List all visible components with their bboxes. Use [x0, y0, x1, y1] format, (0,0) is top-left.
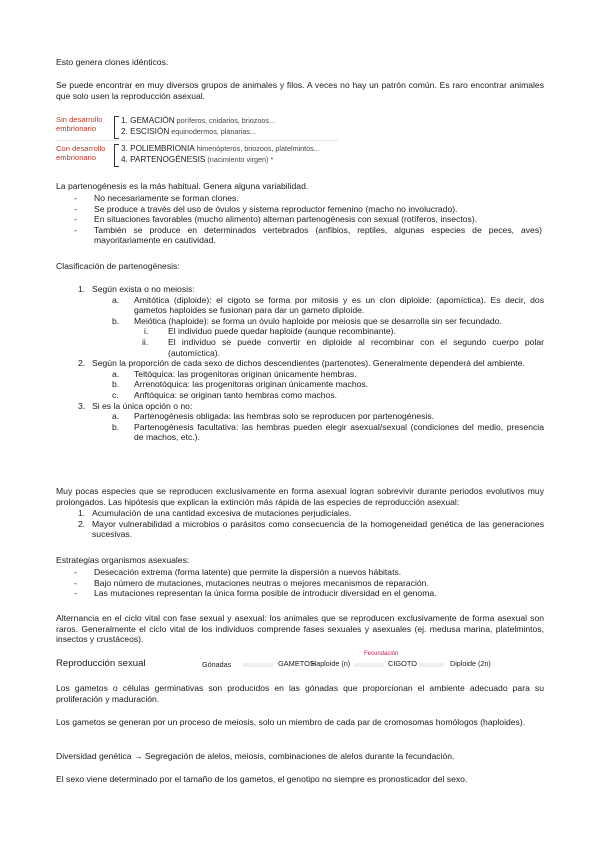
strategies-list: [74, 567, 542, 599]
list-item: c. Anftóquica: se originan tanto hembras como machos.: [112, 389, 338, 400]
fecundacion-label: Fecundación: [364, 651, 399, 657]
closing-paragraph-3: Diversidad genética → Segregación de alelos, meiosis, combinaciones de alelos durante la fecundación.: [56, 751, 455, 761]
list-item: b. Arrenotóquica: las progenitoras originan únicamente machos.: [112, 379, 369, 390]
survival-text: Muy pocas especies que se reproducen exclusivamente en forma asexual logran sobrevivir durante periodos evolutivos muy prolongados. Las hipótesis que explican la extinción más rápida de las especies de reproducción asexual:: [56, 486, 544, 507]
arrow-1: [243, 663, 273, 667]
gonadas-label: Gónadas: [202, 660, 232, 669]
arrow-3: [418, 663, 444, 667]
list-item: a. Amitótica (diploide): el cigoto se forma por mitosis y es un clon diploide: (apomíctica). Es decir, dos gametos haploides se fusionan para dar un gameto diploide.: [112, 294, 544, 316]
classification-heading: Clasificación de partenogénesis:: [56, 261, 180, 271]
closing-paragraph-4: El sexo viene determinado por el tamaño de los gametos, el genotipo no siempre es pronosticador del sexo.: [56, 774, 468, 784]
haploide-label: Haploide (n): [311, 659, 351, 668]
with-embryo-label: Con desarrollo embrionario: [56, 144, 106, 162]
cigoto-label: CIGOTO: [388, 659, 418, 668]
list-item: - En situaciones favorables (mucho alimento) alternan partenogénesis con sexual (rotíferos, insectos).: [74, 214, 478, 225]
list-item: - Desecación extrema (forma latente) que permite la dispersión a nuevos hábitats.: [74, 567, 402, 577]
list-item: i. El individuo puede quedar haploide (aunque recombinante).: [144, 326, 396, 337]
figure-item-gemacion: 1. GEMACIÓN poríferos, cnidarios, briozoos...: [121, 116, 275, 125]
figure-item-partenogenesis: 4. PARTENOGÉNESIS (nacimiento virgen) *: [121, 155, 274, 164]
list-item: 3. Si es la única opción o no:: [78, 400, 193, 411]
asexual-types-figure: [56, 113, 338, 168]
survival-list: [56, 508, 544, 540]
without-embryo-label: Sin desarrollo embrionario: [56, 115, 103, 133]
intro-diversity: Se puede encontrar en muy diversos grupos de animales y filos. A veces no hay un patrón común. Es raro encontrar animales que solo usen la reproducción asexual.: [56, 80, 544, 101]
sexual-heading: Reproducción sexual: [56, 658, 146, 669]
strategies-heading: Estrategias organismos asexuales:: [56, 555, 190, 565]
list-item: 2. Mayor vulnerabilidad a microbios o parásitos como consecuencia de la homogeneidad genética de las generaciones sucesivas.: [78, 518, 544, 540]
bracket-bottom: [114, 144, 119, 167]
partenogenesis-heading: La partenogénesis es la más habitual. Genera alguna variabilidad.: [56, 181, 309, 191]
list-item: a. Partenogénesis obligada: las hembras solo se reproducen por partenogénesis.: [112, 411, 435, 422]
list-item: - Se produce a través del uso de óvulos y sistema reproductor femenino (macho no involucrado).: [74, 203, 458, 214]
list-item: 2. Según la proporción de cada sexo de dichos descendientes (partenotes). Generalmente dependerá del ambiente.: [78, 358, 525, 369]
intro-clones: Esto genera clones idénticos.: [56, 57, 169, 67]
list-item: - Las mutaciones representan la única forma posible de introducir diversidad en el genoma.: [74, 588, 437, 599]
list-item: - También se produce en determinados vertebrados (anfibios, reptiles, algunas especies de peces, aves) mayoritariamente en cautividad.: [74, 224, 542, 246]
bracket-top: [114, 116, 119, 139]
list-item: b. Meiótica (haploide): se forma un óvulo haploide por meiosis que se desarrolla sin ser fecundado.: [112, 315, 502, 326]
partenogenesis-list: [74, 193, 542, 246]
closing-paragraph-1: Los gametos o células germinativas son producidos en las gónadas que proporcionan el ambiente adecuado para su proliferación y maduración.: [56, 683, 544, 704]
arrow-2: [354, 663, 384, 667]
list-item: 1. Acumulación de una cantidad excesiva de mutaciones perjudiciales.: [78, 508, 352, 518]
list-item: ii. El individuo se puede convertir en diploide al recombinar con el segundo cuerpo polar (automíctica).: [142, 336, 544, 358]
gametos-label: GAMETOS: [278, 659, 315, 668]
closing-paragraph-2: Los gametos se generan por un proceso de meiosis, solo un miembro de cada par de cromosomas homólogos (haploides).: [56, 717, 526, 727]
figure-item-poliembrionia: 3. POLIEMBRIONIA himenópteros, briozoos, platelmintos...: [121, 144, 320, 153]
figure-divider: [56, 140, 338, 141]
list-item: 1. Según exista o no meiosis:: [78, 284, 195, 294]
figure-item-escision: 2. ESCISIÓN equinodermos, planarias...: [121, 127, 256, 136]
classification-list: [56, 284, 544, 443]
sexual-reproduction-diagram: [56, 651, 556, 676]
diploide-label: Diploide (2n): [450, 659, 491, 668]
list-item: - No necesariamente se forman clones.: [74, 193, 239, 203]
list-item: b. Partenogénesis facultativa: las hembras pueden elegir asexual/sexual (condiciones del medio, presencia de machos, etc.).: [112, 421, 544, 443]
list-item: - Bajo número de mutaciones, mutaciones neutras o mejores mecanismos de reparación.: [74, 577, 429, 588]
alternation-text: Alternancia en el ciclo vital con fase sexual y asexual: los animales que se reproducen exclusivamente de forma asexual son raros. Generalmente el ciclo vital de los individuos comprende fases sexuales y asexuales (ej. medusa marina, platelmintos, insectos y crustáceos).: [56, 613, 544, 645]
list-item: a. Teltóquica: las progenitoras originan únicamente hembras.: [112, 368, 357, 379]
